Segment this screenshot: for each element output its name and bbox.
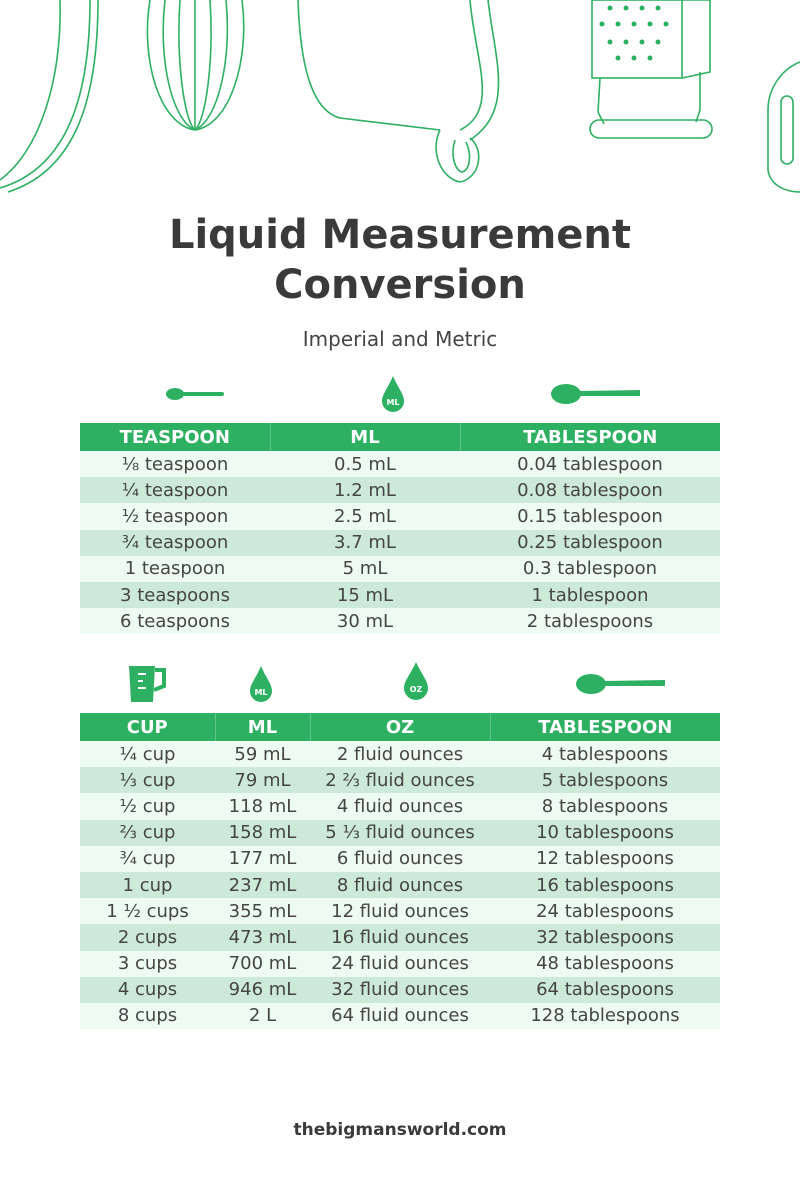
cell-oz: 16 fluid ounces [310, 924, 490, 950]
table-row [80, 503, 720, 529]
cell-tablespoon: 24 tablespoons [490, 898, 720, 924]
cell-teaspoon: 6 teaspoons [80, 608, 270, 634]
measuring-cup-icon [126, 664, 168, 704]
cell-ml: 30 mL [270, 608, 460, 634]
skillet-illustration [0, 0, 98, 192]
cell-teaspoon: 1 teaspoon [80, 556, 270, 582]
cell-ml: 15 mL [270, 582, 460, 608]
cell-oz: 4 fluid ounces [310, 793, 490, 819]
grater-illustration [590, 0, 712, 138]
cell-teaspoon: ½ teaspoon [80, 503, 270, 529]
table-row [80, 741, 720, 767]
cell-tablespoon: 128 tablespoons [490, 1003, 720, 1029]
cell-oz: 2 ⅔ fluid ounces [310, 767, 490, 793]
table-row [80, 582, 720, 608]
subtitle: Imperial and Metric [302, 327, 498, 351]
ml-drop-icon [248, 664, 274, 704]
cell-tablespoon: 64 tablespoons [490, 977, 720, 1003]
header-teaspoon: TEASPOON [80, 423, 270, 451]
cell-cup: 1 ½ cups [80, 898, 215, 924]
cell-oz: 5 ⅓ fluid ounces [310, 820, 490, 846]
oz-drop-icon [402, 660, 430, 702]
cell-teaspoon: ¾ teaspoon [80, 530, 270, 556]
whisk-illustration [147, 0, 243, 130]
table-row [80, 556, 720, 582]
cell-tablespoon: 5 tablespoons [490, 767, 720, 793]
cell-tablespoon: 0.3 tablespoon [460, 556, 720, 582]
cell-cup: ⅔ cup [80, 820, 215, 846]
website-footer: thebigmansworld.com [293, 1120, 507, 1140]
header-oz: OZ [310, 713, 490, 741]
cell-cup: ¾ cup [80, 846, 215, 872]
cell-cup: 3 cups [80, 951, 215, 977]
cell-ml: 2 L [215, 1003, 310, 1029]
cell-oz: 64 fluid ounces [310, 1003, 490, 1029]
cell-ml: 177 mL [215, 846, 310, 872]
cell-ml: 2.5 mL [270, 503, 460, 529]
cell-ml: 59 mL [215, 741, 310, 767]
cell-ml: 1.2 mL [270, 477, 460, 503]
cell-oz: 12 fluid ounces [310, 898, 490, 924]
table-row [80, 872, 720, 898]
cell-cup: 2 cups [80, 924, 215, 950]
cell-oz: 6 fluid ounces [310, 846, 490, 872]
cell-cup: 4 cups [80, 977, 215, 1003]
table-row [80, 924, 720, 950]
cell-oz: 2 fluid ounces [310, 741, 490, 767]
cell-tablespoon: 48 tablespoons [490, 951, 720, 977]
cell-ml: 473 mL [215, 924, 310, 950]
cell-ml: 118 mL [215, 793, 310, 819]
cell-cup: ½ cup [80, 793, 215, 819]
cell-oz: 24 fluid ounces [310, 951, 490, 977]
header-tablespoon: TABLESPOON [460, 423, 720, 451]
cell-tablespoon: 8 tablespoons [490, 793, 720, 819]
cell-ml: 79 mL [215, 767, 310, 793]
page-title [0, 210, 800, 310]
header-ml: ML [270, 423, 460, 451]
cell-teaspoon: 3 teaspoons [80, 582, 270, 608]
table-row [80, 793, 720, 819]
cell-teaspoon: ¼ teaspoon [80, 477, 270, 503]
header-cup: CUP [80, 713, 215, 741]
cell-oz: 8 fluid ounces [310, 872, 490, 898]
cell-cup: ⅓ cup [80, 767, 215, 793]
cell-tablespoon: 4 tablespoons [490, 741, 720, 767]
table-row [80, 846, 720, 872]
cell-ml: 355 mL [215, 898, 310, 924]
cell-cup: 8 cups [80, 1003, 215, 1029]
cell-teaspoon: ⅛ teaspoon [80, 451, 270, 477]
ml-drop-label: ML [386, 398, 400, 407]
cell-ml: 946 mL [215, 977, 310, 1003]
cell-tablespoon: 16 tablespoons [490, 872, 720, 898]
cell-ml: 5 mL [270, 556, 460, 582]
cell-tablespoon: 0.04 tablespoon [460, 451, 720, 477]
table-header-row [80, 423, 720, 451]
cell-tablespoon: 12 tablespoons [490, 846, 720, 872]
page-title-line1: Liquid Measurement [168, 212, 632, 258]
cell-tablespoon: 0.25 tablespoon [460, 530, 720, 556]
teaspoon-icon [165, 384, 227, 404]
cup-conversion-table [80, 713, 720, 1029]
table-row [80, 451, 720, 477]
cell-cup: 1 cup [80, 872, 215, 898]
table-row [80, 898, 720, 924]
header-ml: ML [215, 713, 310, 741]
cell-ml: 700 mL [215, 951, 310, 977]
cell-tablespoon: 1 tablespoon [460, 582, 720, 608]
table-row [80, 1003, 720, 1029]
page-title-line2: Conversion [274, 262, 526, 308]
teaspoon-conversion-table [80, 423, 720, 634]
cell-ml: 0.5 mL [270, 451, 460, 477]
tablespoon-icon [550, 380, 642, 408]
cell-tablespoon: 0.15 tablespoon [460, 503, 720, 529]
ml-drop-icon [380, 374, 406, 414]
saucepan-illustration [298, 0, 499, 182]
ml-drop-label: ML [254, 688, 268, 697]
table-row [80, 951, 720, 977]
cell-cup: ¼ cup [80, 741, 215, 767]
cell-tablespoon: 0.08 tablespoon [460, 477, 720, 503]
cell-ml: 3.7 mL [270, 530, 460, 556]
cell-oz: 32 fluid ounces [310, 977, 490, 1003]
table-row [80, 977, 720, 1003]
cell-tablespoon: 32 tablespoons [490, 924, 720, 950]
tablespoon-icon [575, 670, 667, 698]
oz-drop-label: OZ [409, 685, 423, 694]
table-row [80, 820, 720, 846]
table-header-row [80, 713, 720, 741]
table-row [80, 608, 720, 634]
cell-ml: 158 mL [215, 820, 310, 846]
table-row [80, 767, 720, 793]
table-row [80, 477, 720, 503]
cell-tablespoon: 2 tablespoons [460, 608, 720, 634]
table-row [80, 530, 720, 556]
jar-illustration [768, 62, 800, 192]
header-tablespoon: TABLESPOON [490, 713, 720, 741]
cell-ml: 237 mL [215, 872, 310, 898]
kitchen-utensils-illustration [0, 0, 800, 200]
cell-tablespoon: 10 tablespoons [490, 820, 720, 846]
